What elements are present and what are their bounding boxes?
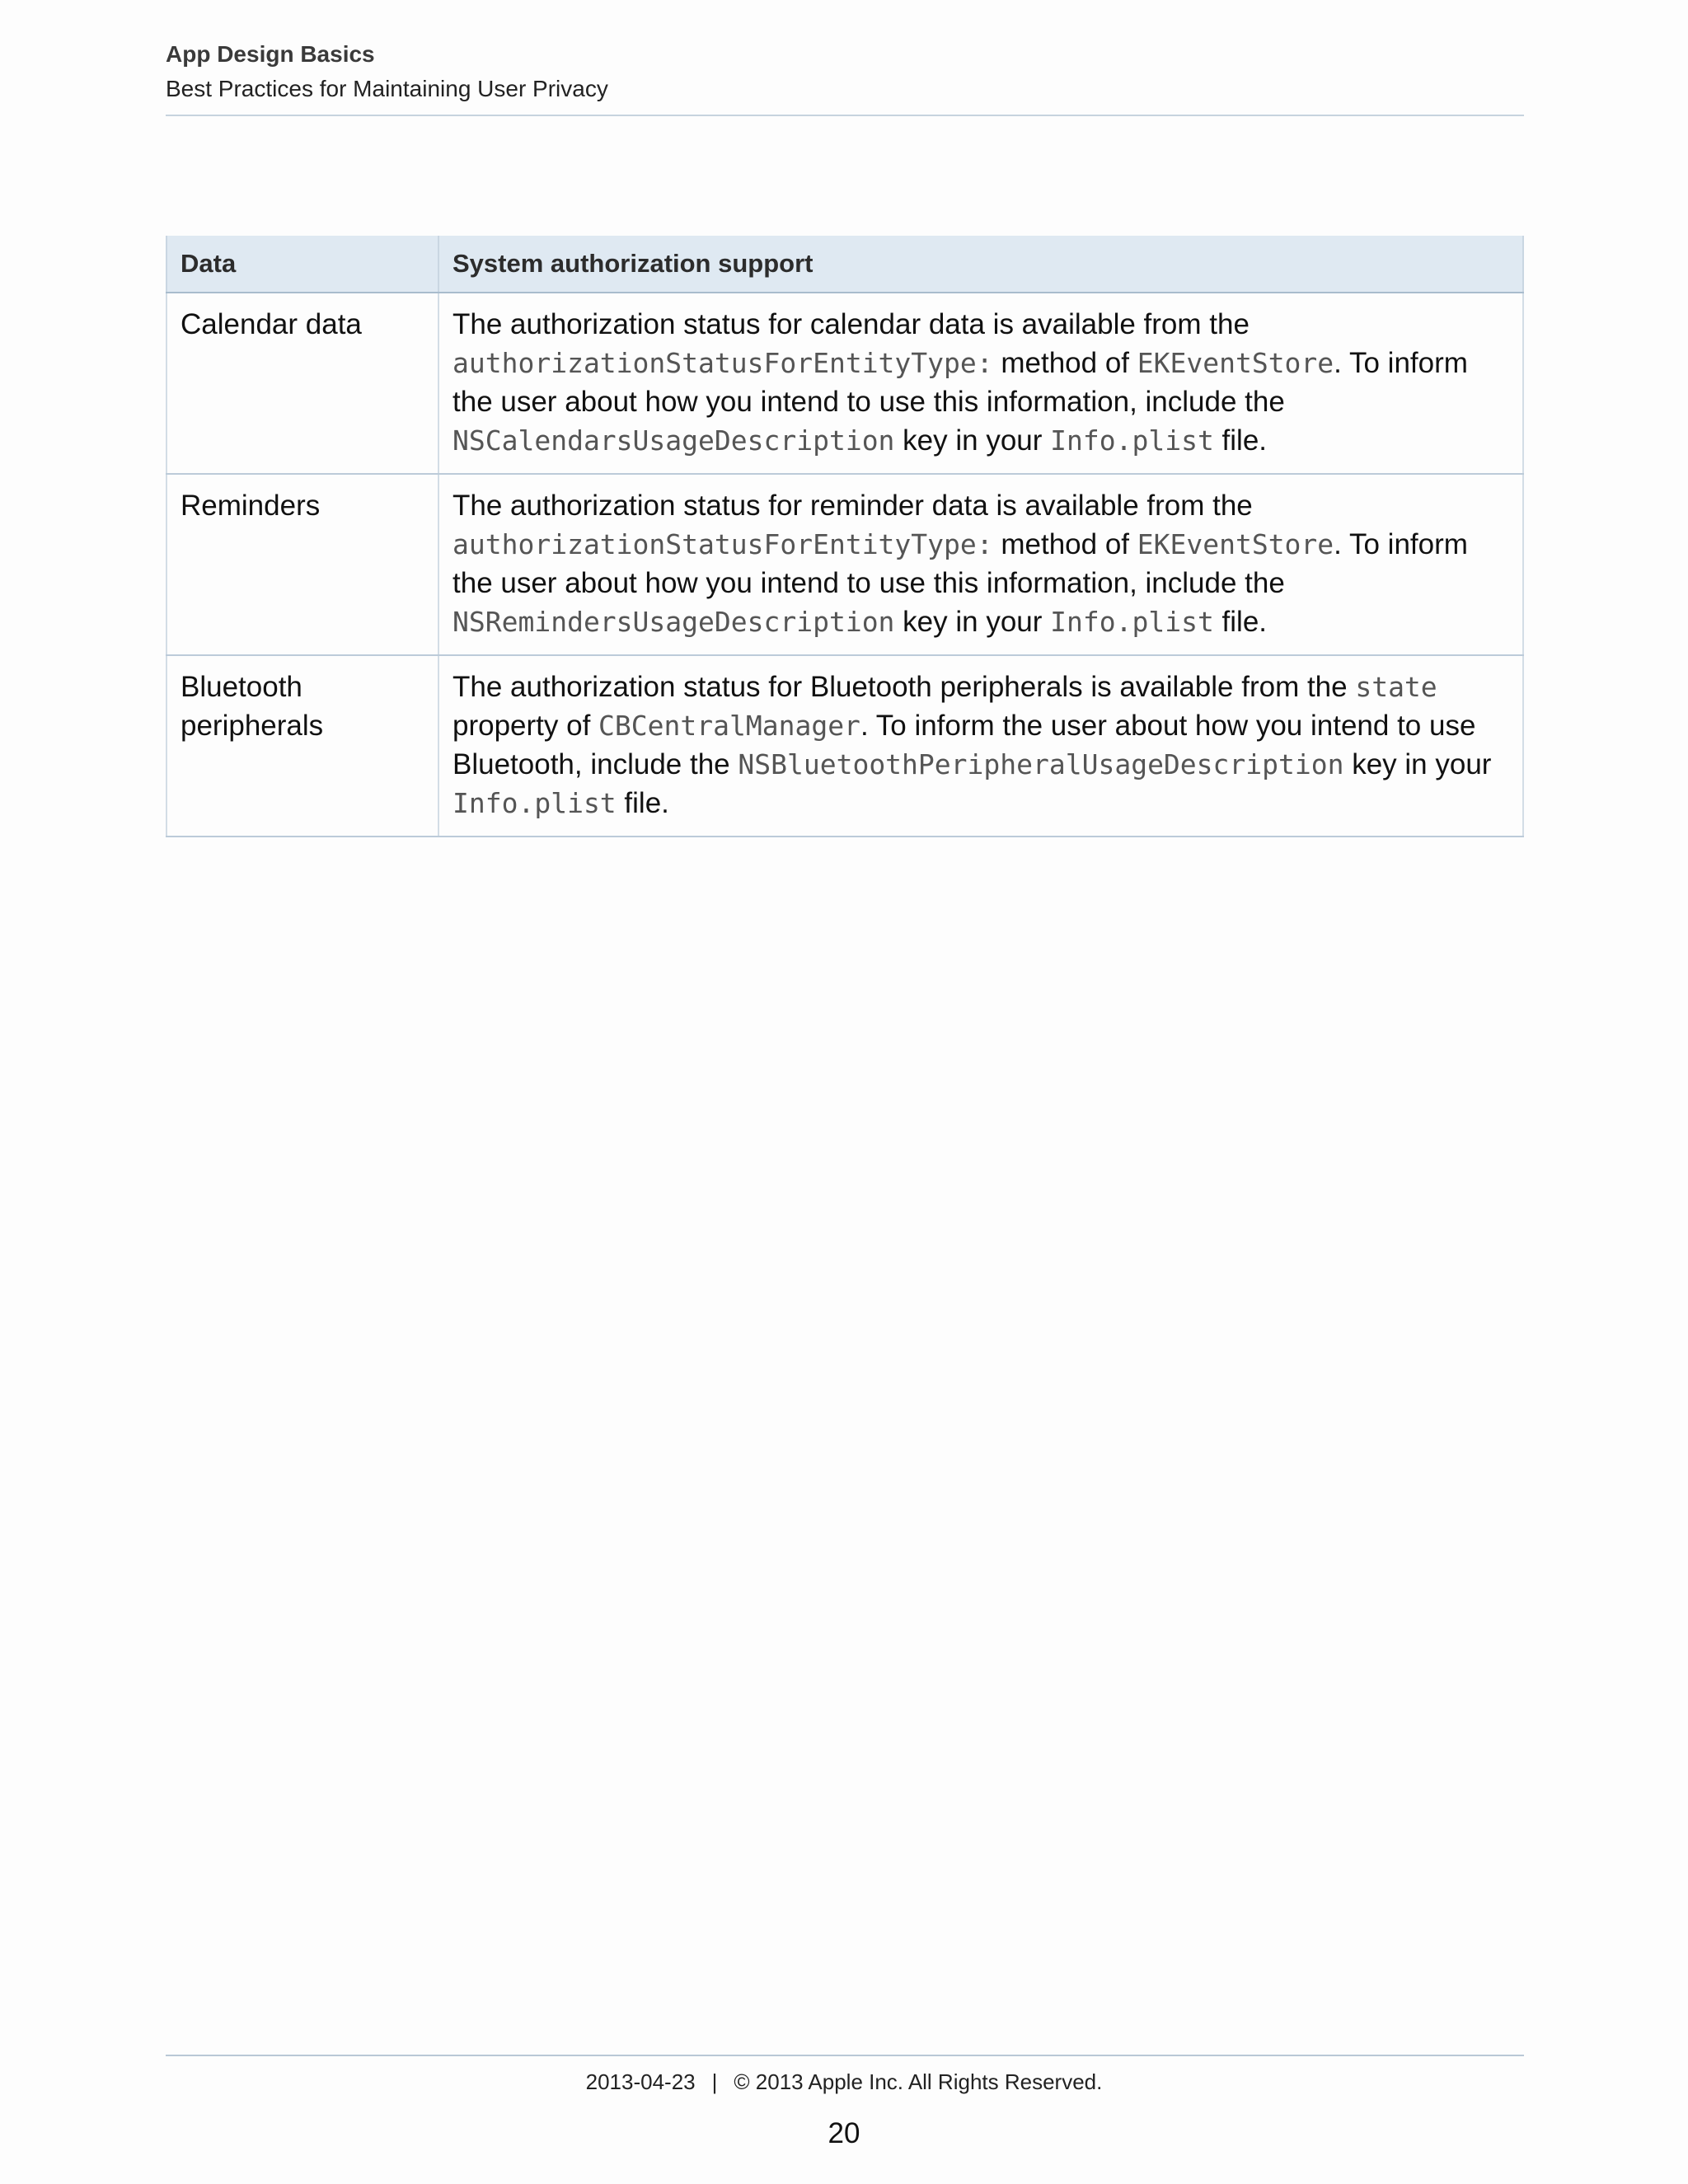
method-name: authorizationStatusForEntityType:: [452, 347, 993, 379]
description-text: property of: [452, 710, 599, 742]
plist-file-name: Info.plist: [452, 787, 617, 819]
data-type-cell: Calendar data: [166, 293, 438, 474]
description-text: file.: [616, 787, 669, 819]
data-type-cell: Reminders: [166, 474, 438, 655]
column-header-authorization: System authorization support: [438, 236, 1523, 293]
description-cell: [438, 474, 1523, 655]
usage-description-key: NSCalendarsUsageDescription: [452, 424, 895, 457]
class-name: CBCentralManager: [598, 710, 860, 742]
page-number: 20: [828, 2117, 860, 2149]
usage-description-key: NSBluetoothPeripheralUsageDescription: [738, 748, 1344, 780]
method-name: authorizationStatusForEntityType:: [452, 528, 993, 560]
description-text: key in your: [894, 606, 1051, 638]
description-text: The authorization status for reminder data is available from the: [452, 490, 1253, 522]
description-text: file.: [1213, 424, 1268, 457]
class-name: EKEventStore: [1137, 347, 1334, 379]
plist-file-name: Info.plist: [1050, 606, 1214, 638]
plist-file-name: Info.plist: [1050, 424, 1214, 457]
page-footer: [0, 2067, 1688, 2097]
page-header: [166, 38, 1524, 105]
footer-separator: |: [711, 2069, 718, 2094]
table-row: [166, 655, 1523, 837]
description-text: . To inform the user about how you intend to use Bluetooth, include the: [452, 710, 1476, 780]
description-text: The authorization status for Bluetooth peripherals is available from the: [452, 671, 1356, 703]
authorization-table: [166, 236, 1524, 837]
property-name: state: [1355, 671, 1437, 703]
copyright-notice: © 2013 Apple Inc. All Rights Reserved.: [734, 2069, 1103, 2094]
description-text: key in your: [894, 424, 1051, 457]
publication-date: 2013-04-23: [585, 2069, 696, 2094]
header-divider: [166, 115, 1524, 116]
description-text: The authorization status for calendar data is available from the: [452, 308, 1250, 340]
data-type-cell: Bluetooth peripherals: [166, 655, 438, 837]
description-cell: [438, 293, 1523, 474]
table-header-row: [166, 236, 1523, 293]
section-title: Best Practices for Maintaining User Privacy: [166, 76, 608, 101]
description-text: file.: [1213, 606, 1268, 638]
description-text: . To inform the user about how you intend to use this information, include the: [452, 528, 1468, 599]
description-cell: [438, 655, 1523, 837]
document-title: App Design Basics: [166, 41, 375, 67]
description-text: method of: [992, 347, 1137, 379]
column-header-data: Data: [166, 236, 438, 293]
table-row: [166, 293, 1523, 474]
description-text: . To inform the user about how you intend to use this information, include the: [452, 347, 1468, 418]
class-name: EKEventStore: [1137, 528, 1334, 560]
description-text: method of: [992, 528, 1137, 560]
footer-divider: [166, 2055, 1524, 2056]
usage-description-key: NSRemindersUsageDescription: [452, 606, 895, 638]
table-row: [166, 474, 1523, 655]
description-text: key in your: [1343, 748, 1492, 780]
